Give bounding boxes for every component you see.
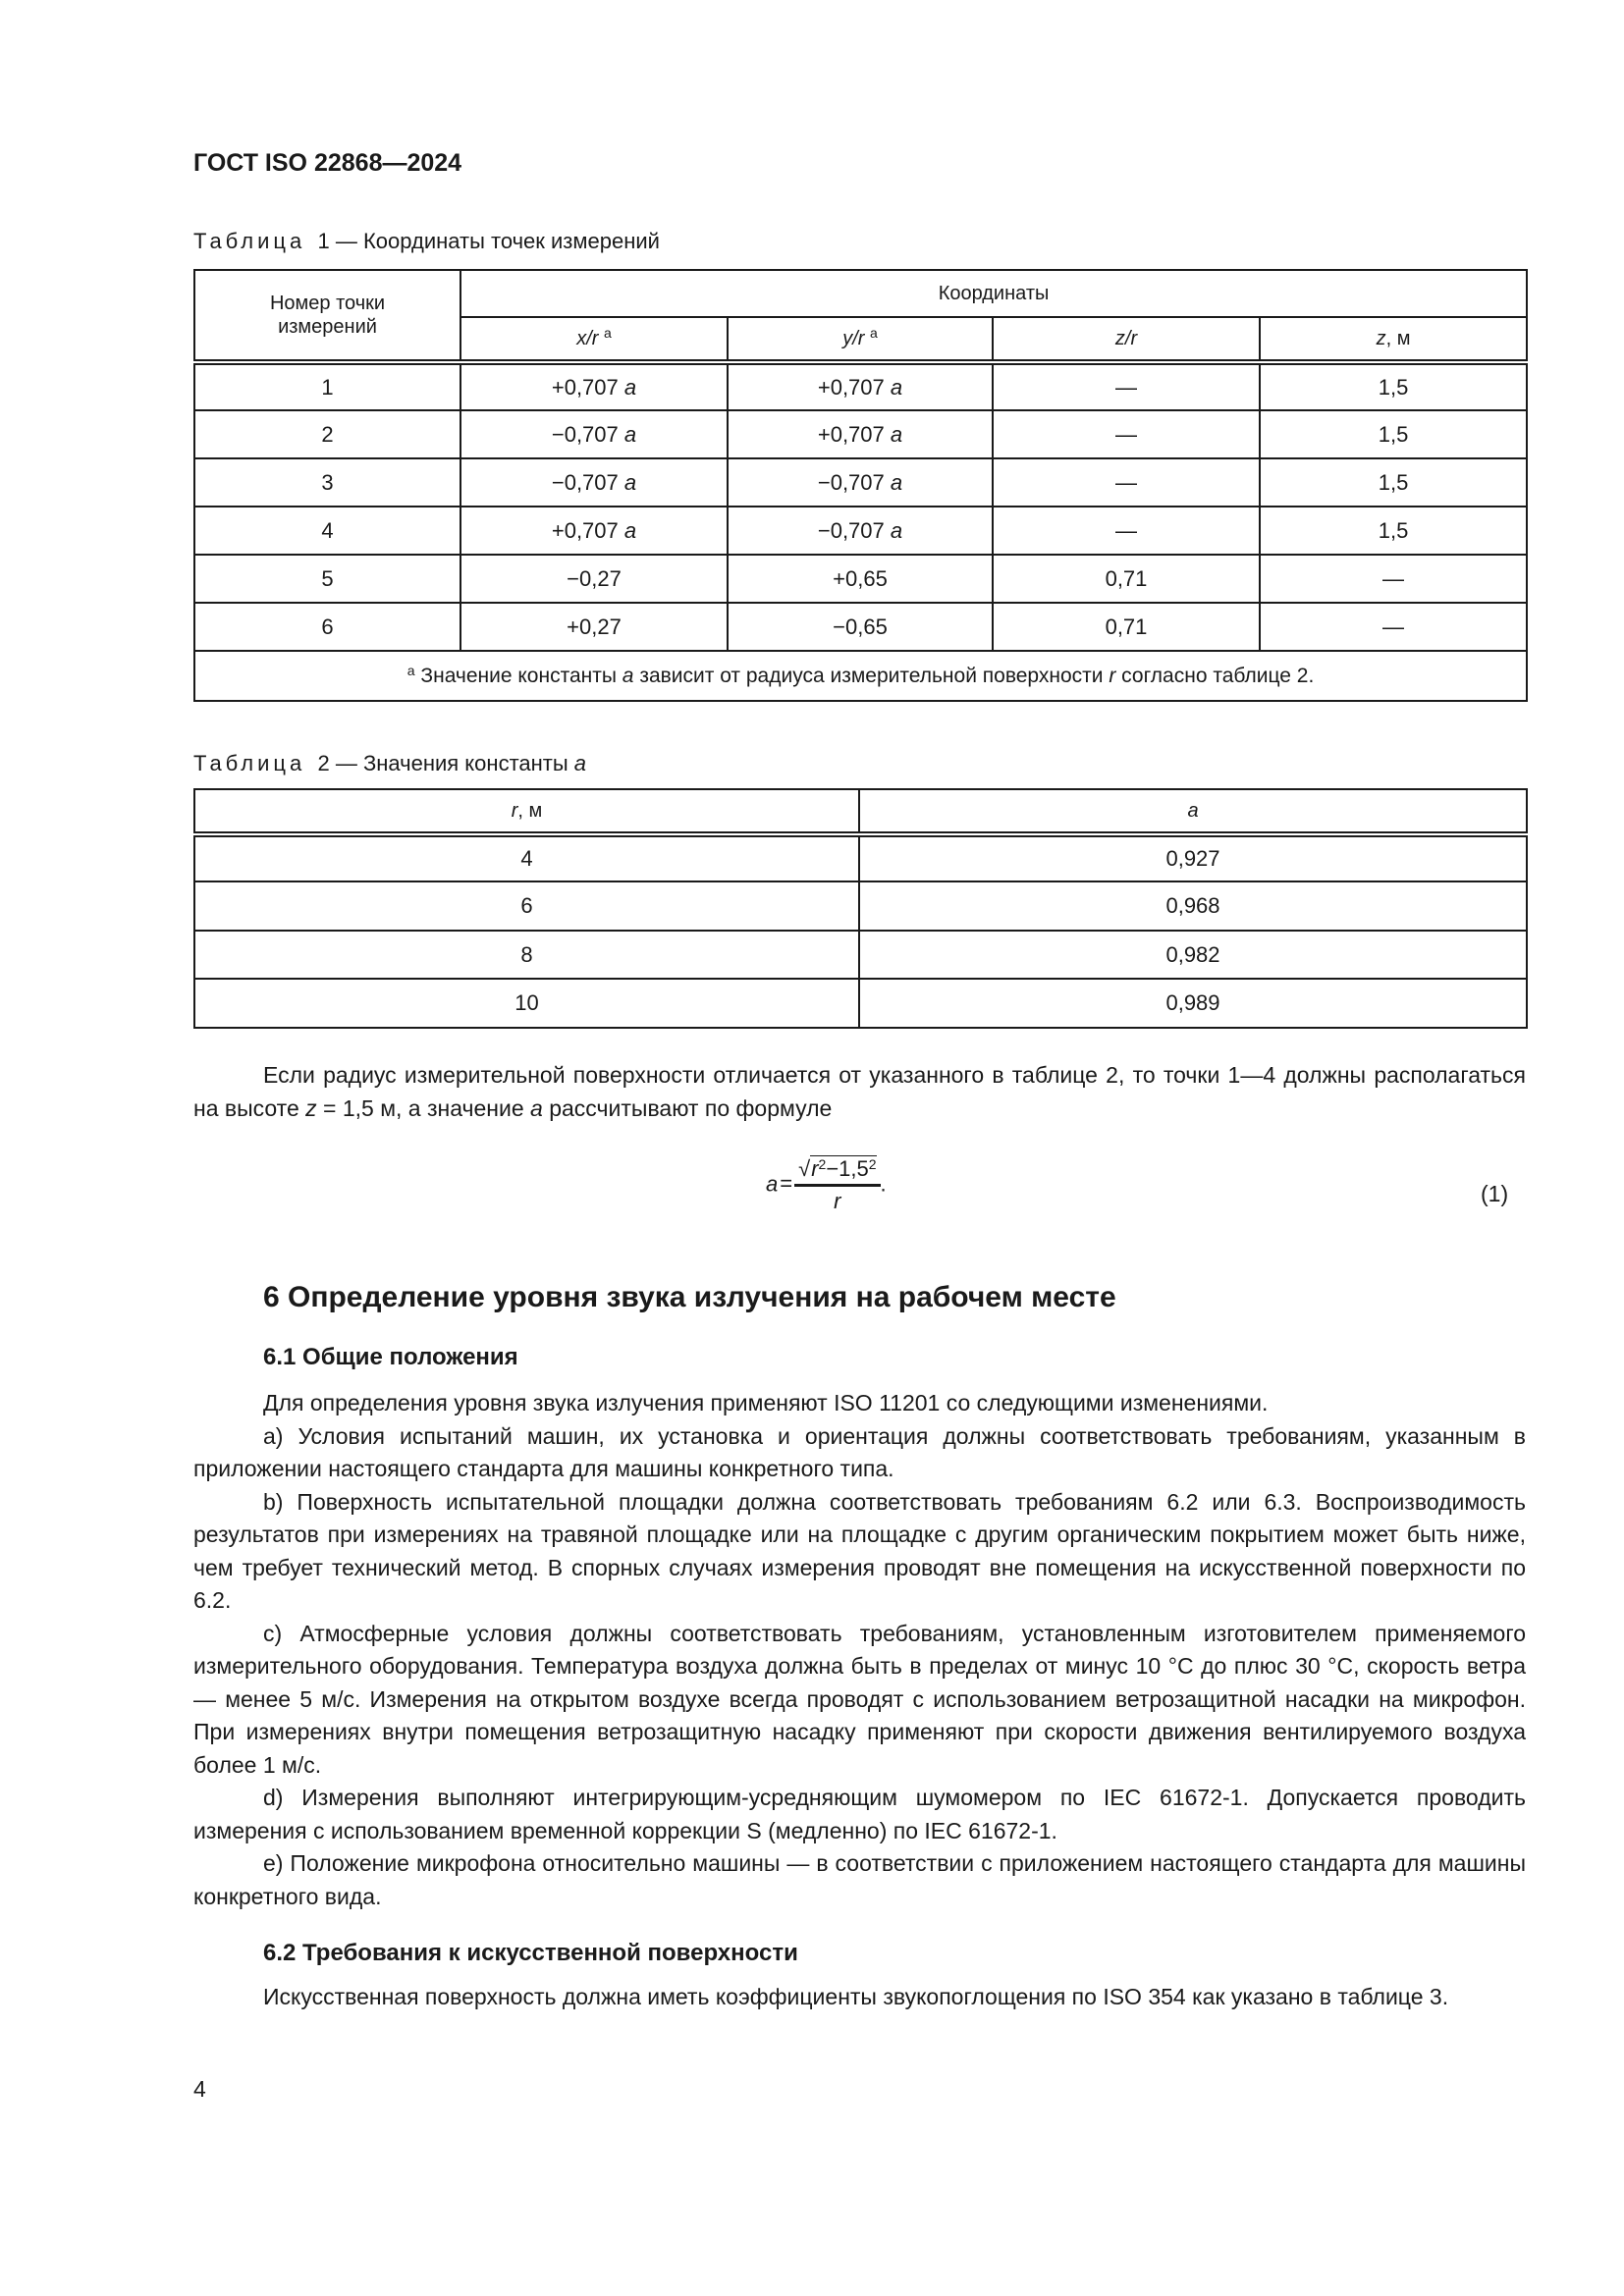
col-header-r: r, м (194, 789, 859, 834)
cell-z: — (1260, 555, 1527, 603)
cell-z: 1,5 (1260, 410, 1527, 458)
list-item-b: b) Поверхность испытательной площадки должна соответствовать требованиям 6.2 или 6.3. Воспроизводимость результатов при измерениях на травяной площадке или на площадке с другим органическим покрытием может быть ниже, чем требует технический метод. В спорных случаях измерения проводят вне помещения на искусственной поверхности по 6.2. (193, 1488, 1526, 1613)
table-row (194, 931, 1527, 979)
cell-x: +0,707 a (460, 507, 728, 555)
table-row (194, 834, 1527, 881)
cell-r: 10 (194, 979, 859, 1028)
cell-a: 0,927 (859, 834, 1527, 881)
cell-zr: — (993, 507, 1260, 555)
table2-constant-values (193, 788, 1528, 1029)
cell-point: 3 (194, 458, 460, 507)
table-row (194, 603, 1527, 651)
table2-caption-prefix: Таблица (193, 751, 306, 775)
cell-y: −0,707 a (728, 507, 993, 555)
cell-z: 1,5 (1260, 507, 1527, 555)
table-row (194, 555, 1527, 603)
cell-zr: — (993, 410, 1260, 458)
cell-a: 0,989 (859, 979, 1527, 1028)
table-row (194, 507, 1527, 555)
cell-x: −0,707 a (460, 458, 728, 507)
cell-point: 5 (194, 555, 460, 603)
table1-footnote: $^a$ Значение константы a зависит от радиуса измерительной поверхности r согласно таблице 2. (194, 651, 1527, 701)
section-6-1-heading: 6.1 Общие положения (263, 1344, 518, 1370)
table2-caption: Таблица 2 — Значения константы a (193, 751, 587, 775)
section-6-heading: 6 Определение уровня звука излучения на рабочем месте (263, 1281, 1116, 1313)
cell-x: +0,27 (460, 603, 728, 651)
cell-point: 1 (194, 362, 460, 410)
cell-r: 4 (194, 834, 859, 881)
cell-a: 0,968 (859, 881, 1527, 931)
cell-point: 6 (194, 603, 460, 651)
cell-x: +0,707 a (460, 362, 728, 410)
cell-zr: — (993, 458, 1260, 507)
cell-x: −0,707 a (460, 410, 728, 458)
cell-z: — (1260, 603, 1527, 651)
paragraph: Искусственная поверхность должна иметь коэффициенты звукопоглощения по ISO 354 как указано в таблице 3. (263, 1984, 1449, 2009)
page-number: 4 (193, 2076, 206, 2102)
cell-x: −0,27 (460, 555, 728, 603)
col-header-x-r: x/r $^a$ (460, 317, 728, 362)
cell-y: −0,707 a (728, 458, 993, 507)
cell-z: 1,5 (1260, 458, 1527, 507)
table-row (194, 362, 1527, 410)
table1-caption-prefix: Таблица (193, 229, 306, 253)
cell-y: +0,707 a (728, 410, 993, 458)
cell-r: 8 (194, 931, 859, 979)
cell-y: +0,707 a (728, 362, 993, 410)
document-header: ГОСТ ISO 22868—2024 (193, 149, 462, 177)
table-row (194, 410, 1527, 458)
list-item-d: d) Измерения выполняют интегрирующим-усредняющим шумомером по IEC 61672-1. Допускается проводить измерения с использованием временной коррекции S (медленно) по IEC 61672-1. (193, 1785, 1526, 1843)
formula-fraction: $\frac{√r^2-1,5^2}{r}$ (794, 1156, 880, 1214)
list-item-a: a) Условия испытаний машин, их установка и ориентация должны соответствовать требованиям, указанным в приложении настоящего стандарта для машины конкретного типа. (193, 1422, 1526, 1481)
cell-y: +0,65 (728, 555, 993, 603)
cell-point: 2 (194, 410, 460, 458)
cell-a: 0,982 (859, 931, 1527, 979)
cell-point: 4 (194, 507, 460, 555)
cell-zr: — (993, 362, 1260, 410)
table-row (194, 458, 1527, 507)
formula-1: a= $\frac{√r^2-1,5^2}{r}$ . (766, 1156, 887, 1213)
list-item-c: c) Атмосферные условия должны соответствовать требованиям, установленным изготовителем применяемого измерительного оборудования. Температура воздуха должна быть в пределах от минус 10 °С до плюс 30 °С, скорость ветра — менее 5 м/с. Измерения на открытом воздухе всегда проводят с использованием ветрозащитной насадки на микрофон. При измерениях внутри помещения ветрозащитную насадку применяют при скорости движения вентилируемого воздуха более 1 м/с. (193, 1620, 1526, 1778)
paragraph-radius: Если радиус измерительной поверхности отличается от указанного в таблице 2, то точки 1—4 должны располагаться на высоте z = 1,5 м, а значение a рассчитывают по формуле (193, 1062, 1526, 1121)
table2-caption-text: 2 — Значения константы (317, 751, 568, 775)
list-item-e: e) Положение микрофона относительно машины — в соответствии с приложением настоящего стандарта для машины конкретного вида. (193, 1850, 1526, 1909)
table1-caption-text: 1 — Координаты точек измерений (317, 229, 660, 253)
table1-measurement-points (193, 269, 1528, 702)
col-header-a: a (859, 789, 1527, 834)
section-6-2-body (193, 1981, 1526, 2014)
cell-zr: 0,71 (993, 603, 1260, 651)
col-header-point-number: Номер точки измерений (194, 270, 460, 362)
table-row (194, 881, 1527, 931)
formula-number: (1) (1481, 1181, 1509, 1206)
col-header-y-r: y/r $^a$ (728, 317, 993, 362)
table1-caption (193, 229, 660, 254)
col-header-z-r: z/r (993, 317, 1260, 362)
section-6-1-body (193, 1387, 1526, 1913)
col-header-z-m: z, м (1260, 317, 1527, 362)
cell-y: −0,65 (728, 603, 993, 651)
paragraph: Для определения уровня звука излучения применяют ISO 11201 со следующими изменениями. (263, 1390, 1269, 1415)
table-row (194, 979, 1527, 1028)
cell-zr: 0,71 (993, 555, 1260, 603)
cell-z: 1,5 (1260, 362, 1527, 410)
cell-r: 6 (194, 881, 859, 931)
col-header-coordinates: Координаты (460, 270, 1527, 317)
section-6-2-heading: 6.2 Требования к искусственной поверхности (263, 1940, 798, 1966)
